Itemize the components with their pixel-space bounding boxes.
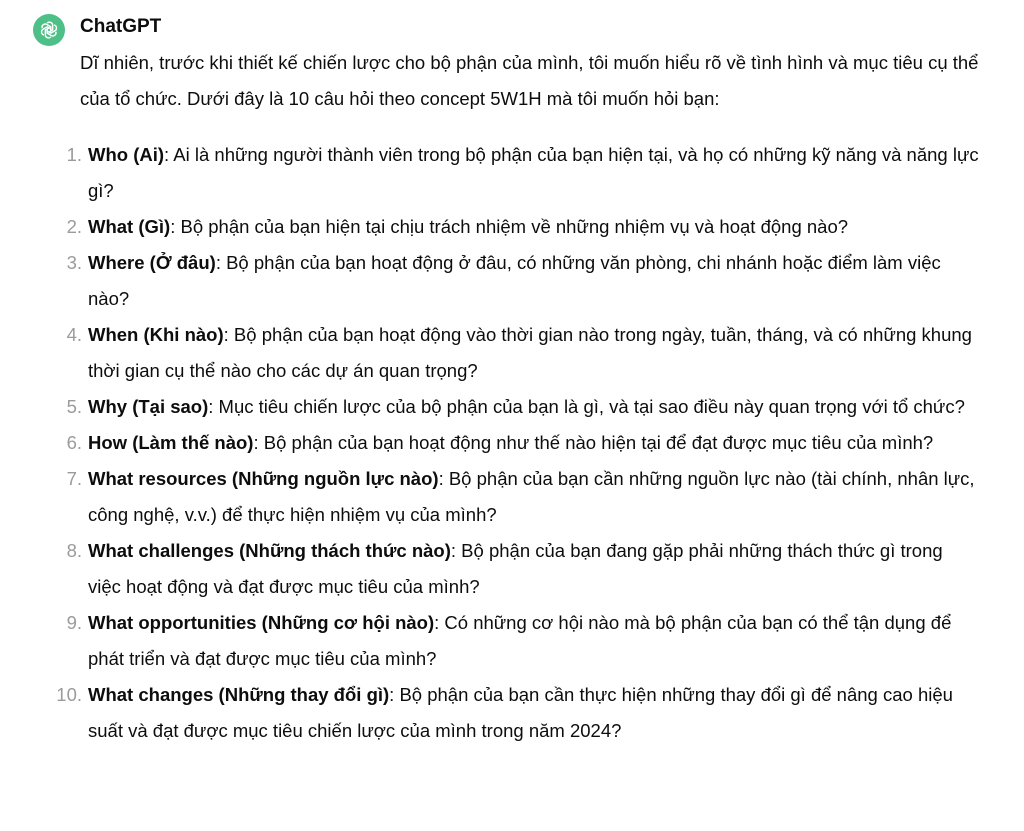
question-text: : Bộ phận của bạn hoạt động như thế nào hiện tại để đạt được mục tiêu của mình? [253, 432, 934, 453]
list-number: 6. [66, 432, 82, 453]
question-text: : Bộ phận của bạn cần những nguồn lực nào (tài chính, nhân lực, công nghệ, v.v.) để thực hiện nhiệm vụ của mình? [88, 468, 975, 525]
question-label: What resources (Những nguồn lực nào) [88, 468, 439, 489]
question-text: : Mục tiêu chiến lược của bộ phận của bạn là gì, và tại sao điều này quan trọng với tổ chức? [208, 396, 965, 417]
question-text: : Có những cơ hội nào mà bộ phận của bạn có thể tận dụng để phát triển và đạt được mục tiêu của mình? [88, 612, 952, 669]
question-text: : Bộ phận của bạn hoạt động vào thời gian nào trong ngày, tuần, tháng, và có những khung thời gian cụ thể nào cho các dự án quan trọng? [88, 324, 972, 381]
list-number: 4. [66, 324, 82, 345]
list-number: 10. [56, 684, 82, 705]
intro-paragraph: Dĩ nhiên, trước khi thiết kế chiến lược cho bộ phận của mình, tôi muốn hiểu rõ về tình hình và mục tiêu cụ thể của tổ chức. Dưới đây là 10 câu hỏi theo concept 5W1H mà tôi muốn hỏi bạn: [80, 52, 979, 109]
list-item [66, 389, 980, 425]
question-label: When (Khi nào) [88, 324, 224, 345]
question-text: : Bộ phận của bạn hoạt động ở đâu, có những văn phòng, chi nhánh hoặc điểm làm việc nào? [88, 252, 941, 309]
list-number: 5. [66, 396, 82, 417]
list-item [66, 605, 980, 677]
list-item [66, 317, 980, 389]
list-item [56, 677, 980, 749]
question-label: Why (Tại sao) [88, 396, 209, 417]
question-text: : Bộ phận của bạn đang gặp phải những thách thức gì trong việc hoạt động và đạt được mục tiêu của mình? [88, 540, 943, 597]
list-number: 2. [66, 216, 82, 237]
list-item [66, 461, 980, 533]
question-text: : Bộ phận của bạn hiện tại chịu trách nhiệm về những nhiệm vụ và hoạt động nào? [170, 216, 849, 237]
list-item [66, 137, 980, 209]
list-item [66, 425, 980, 461]
question-label: How (Làm thế nào) [88, 432, 254, 453]
question-label: What challenges (Những thách thức nào) [88, 540, 451, 561]
openai-logo-icon [38, 19, 60, 41]
list-number: 3. [66, 252, 82, 273]
question-label: What changes (Những thay đổi gì) [88, 684, 390, 705]
list-number: 1. [66, 144, 82, 165]
question-text: : Ai là những người thành viên trong bộ phận của bạn hiện tại, và họ có những kỹ năng và năng lực gì? [88, 144, 979, 201]
questions-list [56, 137, 980, 749]
list-number: 8. [66, 540, 82, 561]
message-author: ChatGPT [80, 16, 162, 37]
list-item [66, 533, 980, 605]
list-number: 9. [66, 612, 82, 633]
list-item [66, 209, 980, 245]
chatgpt-avatar [33, 14, 65, 46]
question-text: : Bộ phận của bạn cần thực hiện những thay đổi gì để nâng cao hiệu suất và đạt được mục tiêu chiến lược của mình trong năm 2024? [88, 684, 953, 741]
question-label: Who (Ai) [88, 144, 165, 165]
question-label: What (Gì) [88, 216, 171, 237]
list-number: 7. [66, 468, 82, 489]
question-label: What opportunities (Những cơ hội nào) [88, 612, 435, 633]
message-content [56, 45, 980, 749]
question-label: Where (Ở đâu) [88, 252, 216, 273]
list-item [66, 245, 980, 317]
